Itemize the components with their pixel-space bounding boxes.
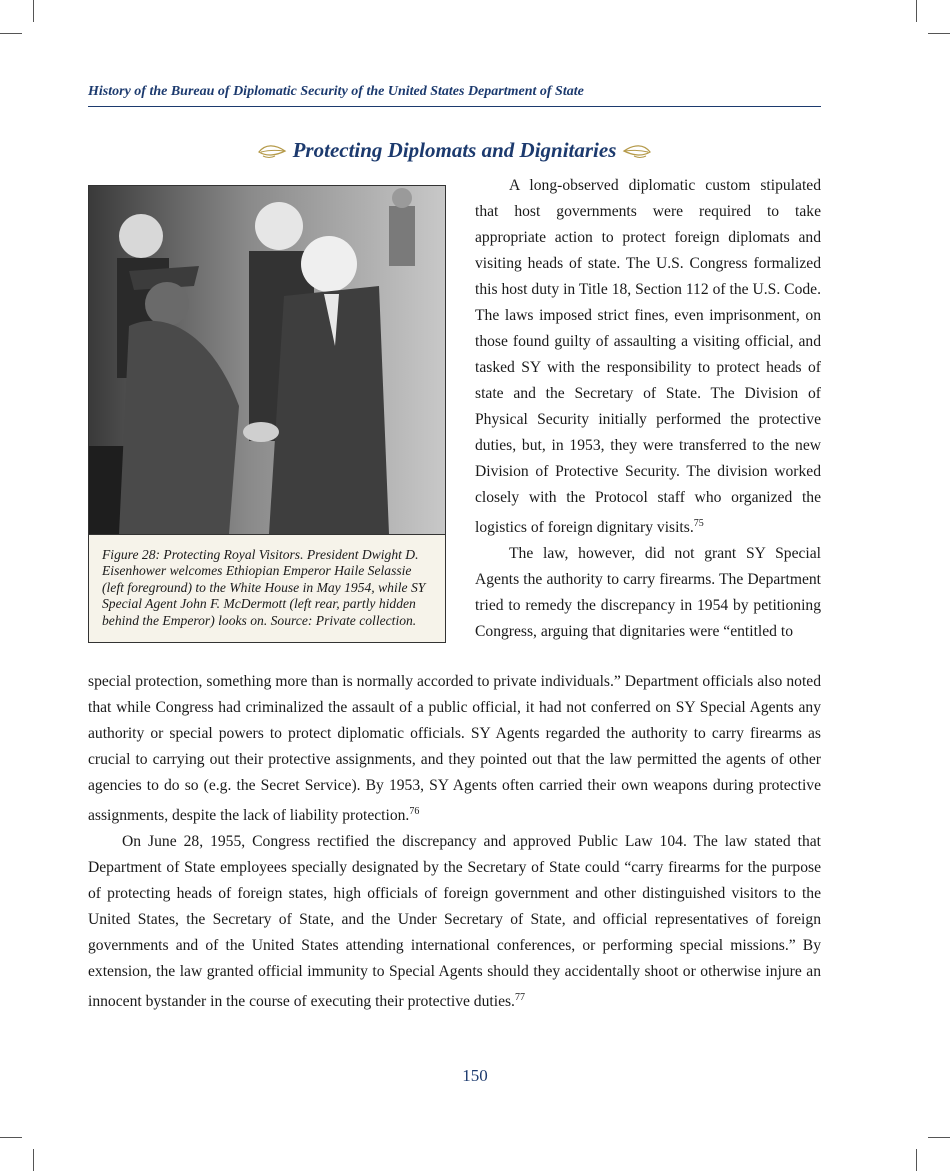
figure-caption: Figure 28: Protecting Royal Visitors. President Dwight D. Eisenhower welcomes Ethiopian Emperor Haile Selassie (left foreground) to the White House in May 1954, while SY Special Agent John F. McDermott (left rear, partly hidden behind the Emperor) looks on. Source: Private collection.	[102, 547, 426, 628]
paragraph-2-start: The law, however, did not grant SY Special Agents the authority to carry firearms. The Department tried to remedy the discrepancy in 1954 by petitioning Congress, arguing that dignitaries were “entitled to	[475, 545, 821, 641]
figure-28	[88, 185, 446, 643]
full-width-text	[88, 669, 821, 1015]
figure-photo	[89, 186, 445, 534]
crop-mark	[928, 1137, 950, 1138]
paragraph-1	[475, 173, 821, 541]
paragraph-2-cont	[88, 669, 821, 829]
crop-mark	[916, 0, 917, 22]
footnote-ref-76: 76	[409, 806, 420, 817]
crop-mark	[928, 33, 950, 34]
footnote-ref-77: 77	[514, 992, 525, 1004]
leaf-ornament-left-icon	[257, 140, 287, 165]
crop-mark	[33, 0, 34, 22]
header-rule	[88, 106, 821, 107]
photo-rule	[89, 534, 445, 535]
page-number: 150	[462, 1066, 488, 1085]
section-title	[88, 138, 821, 165]
leaf-ornament-right-icon	[622, 140, 652, 165]
crop-mark	[33, 1149, 34, 1171]
crop-mark	[0, 33, 22, 34]
running-header: History of the Bureau of Diplomatic Security of the United States Department of State	[88, 84, 584, 99]
paragraph-2-cont-text: special protection, something more than is normally accorded to private individuals.” Department officials also noted that while Congress had criminalized the assault of a public official, it had not conferred on SY Special Agents any authority or special powers to protect diplomatic officials. SY Agents regarded the authority to carry firearms as crucial to carrying out their protective assignments, and they pointed out that the law permitted the agents of other agencies to do so (e.g. the Secret Service). By 1953, SY Agents often carried their own weapons during protective assignments, despite the lack of liability protection.	[88, 673, 821, 825]
paragraph-3	[88, 829, 821, 1015]
crop-mark	[916, 1149, 917, 1171]
paragraph-1-text: A long-observed diplomatic custom stipulated that host governments were required to take appropriate action to protect foreign diplomats and visiting heads of state. The U.S. Congress formalized this host duty in Title 18, Section 112 of the U.S. Code. The laws imposed strict fines, even imprisonment, on those found guilty of assaulting a visiting official, and tasked SY with the responsibility to protect heads of state and the Secretary of State. The Division of Physical Security initially performed the protective duties, but, in 1953, they were transferred to the new Division of Protective Security. The division worked closely with the Protocol staff who organized the logistics of foreign dignitary visits.	[475, 177, 821, 537]
section-title-text: Protecting Diplomats and Dignitaries	[292, 138, 617, 162]
crop-mark	[0, 1137, 22, 1138]
right-column	[475, 173, 821, 645]
footnote-ref-75: 75	[693, 518, 704, 529]
paragraph-3-text: On June 28, 1955, Congress rectified the discrepancy and approved Public Law 104. The law stated that Department of State employees specially designated by the Secretary of State could “carry firearms for the purpose of protecting heads of foreign states, high officials of foreign government and other distinguished visitors to the United States, the Secretary of State, and the Under Secretary of State, and official representatives of foreign governments and of the United States attending international conferences, or performing special missions.” By extension, the law granted official immunity to Special Agents should they accidentally shoot or otherwise injure an innocent bystander in the course of executing their protective duties.	[88, 833, 821, 1011]
